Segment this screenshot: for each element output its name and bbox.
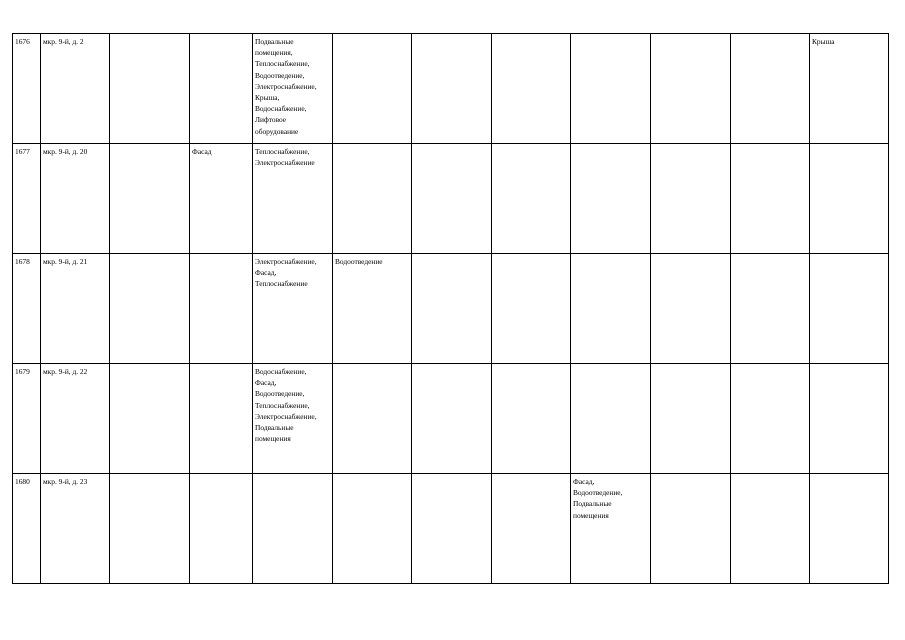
- col9-cell: [571, 474, 651, 584]
- col5-cell: [253, 34, 333, 144]
- col3-cell: [110, 364, 190, 474]
- cell-text: Электроснабжение, Фасад, Теплоснабжение: [255, 257, 317, 289]
- col6-cell: [333, 144, 412, 254]
- col12-cell: [810, 474, 889, 584]
- row-number-cell: [13, 364, 41, 474]
- row-number-cell: [13, 144, 41, 254]
- cell-text: Крыша: [812, 37, 835, 46]
- cell-text: мкр. 9-й, д. 2: [43, 37, 84, 46]
- table-row: [13, 364, 889, 474]
- repair-schedule-table: [12, 33, 889, 584]
- col11-cell: [731, 34, 810, 144]
- col3-cell: [110, 254, 190, 364]
- col3-cell: [110, 474, 190, 584]
- col7-cell: [412, 144, 492, 254]
- row-number-cell: [13, 34, 41, 144]
- col4-cell: [190, 474, 253, 584]
- cell-text: мкр. 9-й, д. 21: [43, 257, 88, 266]
- col6-cell: [333, 34, 412, 144]
- address-cell: [41, 254, 110, 364]
- col8-cell: [492, 254, 571, 364]
- col8-cell: [492, 144, 571, 254]
- col11-cell: [731, 144, 810, 254]
- table-row: [13, 34, 889, 144]
- col11-cell: [731, 474, 810, 584]
- cell-text: 1676: [15, 37, 30, 46]
- cell-text: мкр. 9-й, д. 23: [43, 477, 88, 486]
- col11-cell: [731, 254, 810, 364]
- address-cell: [41, 144, 110, 254]
- col9-cell: [571, 34, 651, 144]
- cell-text: Водоснабжение, Фасад, Водоотведение, Теплоснабжение, Электроснабжение, Подвальные помещения: [255, 367, 317, 444]
- table-body: [13, 34, 889, 584]
- col12-cell: [810, 364, 889, 474]
- cell-text: Водоотведение: [335, 257, 383, 266]
- col10-cell: [651, 34, 731, 144]
- col12-cell: [810, 34, 889, 144]
- col9-cell: [571, 364, 651, 474]
- col8-cell: [492, 364, 571, 474]
- col3-cell: [110, 34, 190, 144]
- cell-text: 1680: [15, 477, 30, 486]
- row-number-cell: [13, 474, 41, 584]
- col6-cell: [333, 364, 412, 474]
- col10-cell: [651, 474, 731, 584]
- cell-text: мкр. 9-й, д. 22: [43, 367, 88, 376]
- col7-cell: [412, 34, 492, 144]
- table-row: [13, 254, 889, 364]
- col5-cell: [253, 364, 333, 474]
- col5-cell: [253, 144, 333, 254]
- table-row: [13, 474, 889, 584]
- cell-text: 1677: [15, 147, 30, 156]
- col3-cell: [110, 144, 190, 254]
- cell-text: мкр. 9-й, д. 20: [43, 147, 88, 156]
- col9-cell: [571, 144, 651, 254]
- cell-text: Подвальные помещения, Теплоснабжение, Водоотведение, Электроснабжение, Крыша, Водоснабжение, Лифтовое оборудование: [255, 37, 317, 136]
- col9-cell: [571, 254, 651, 364]
- col10-cell: [651, 254, 731, 364]
- cell-text: 1678: [15, 257, 30, 266]
- cell-text: 1679: [15, 367, 30, 376]
- col4-cell: [190, 254, 253, 364]
- col7-cell: [412, 364, 492, 474]
- table-row: [13, 144, 889, 254]
- col12-cell: [810, 144, 889, 254]
- col10-cell: [651, 364, 731, 474]
- col7-cell: [412, 474, 492, 584]
- col8-cell: [492, 34, 571, 144]
- row-number-cell: [13, 254, 41, 364]
- col5-cell: [253, 254, 333, 364]
- col10-cell: [651, 144, 731, 254]
- col6-cell: [333, 254, 412, 364]
- address-cell: [41, 474, 110, 584]
- col5-cell: [253, 474, 333, 584]
- address-cell: [41, 34, 110, 144]
- col4-cell: [190, 34, 253, 144]
- address-cell: [41, 364, 110, 474]
- col8-cell: [492, 474, 571, 584]
- cell-text: Фасад: [192, 147, 212, 156]
- col12-cell: [810, 254, 889, 364]
- col4-cell: [190, 364, 253, 474]
- cell-text: Фасад, Водоотведение, Подвальные помещения: [573, 477, 623, 520]
- col11-cell: [731, 364, 810, 474]
- col4-cell: [190, 144, 253, 254]
- col6-cell: [333, 474, 412, 584]
- cell-text: Теплоснабжение, Электроснабжение: [255, 147, 315, 168]
- col7-cell: [412, 254, 492, 364]
